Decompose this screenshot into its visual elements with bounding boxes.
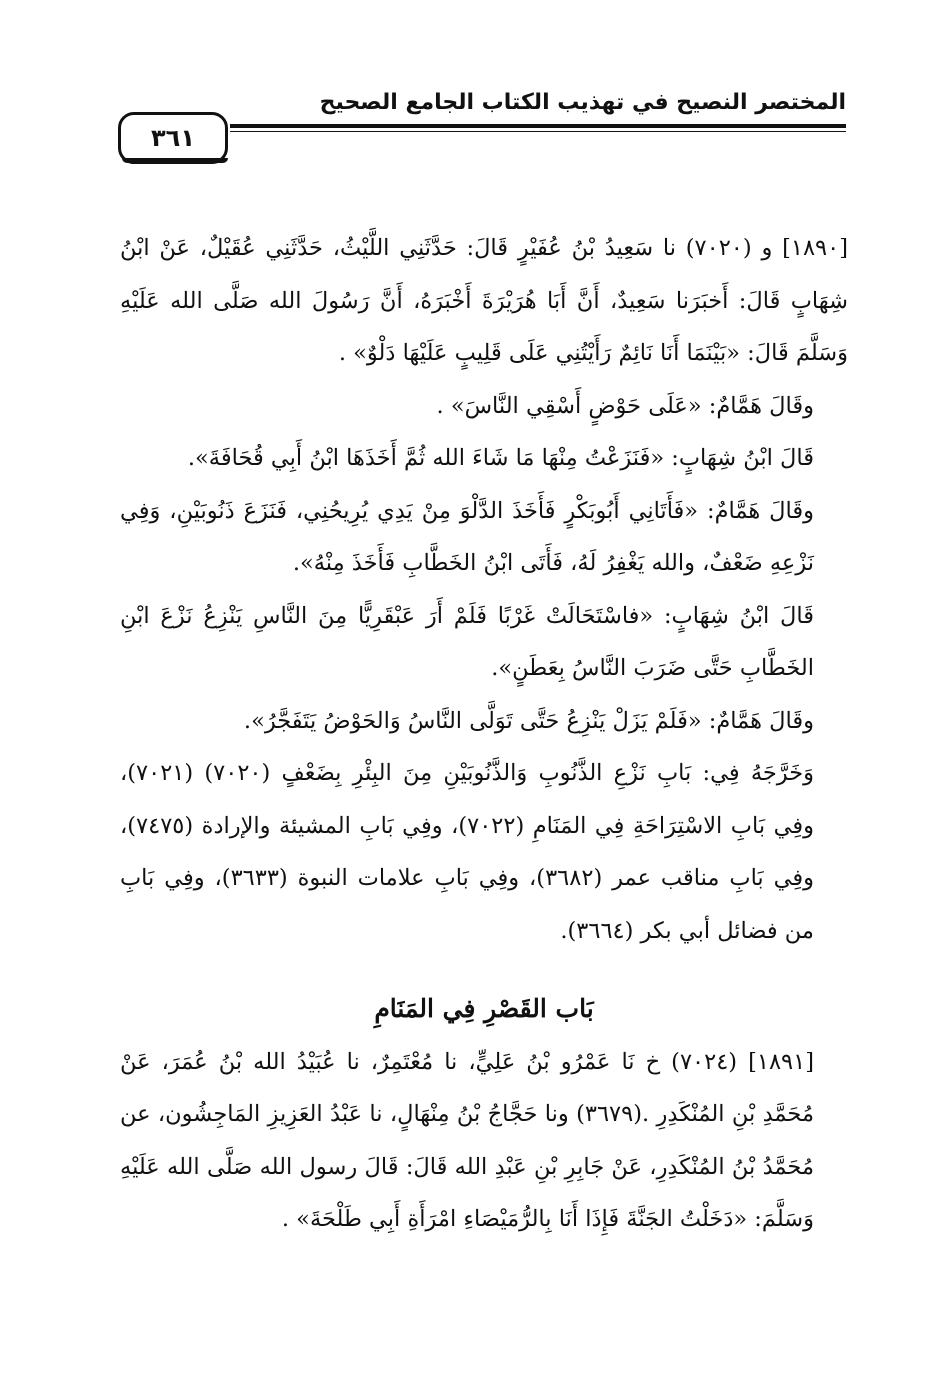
paragraph-ibn-shihab-2: قَالَ ابْنُ شِهَابٍ: «فاسْتَحَالَتْ غَرْبًا فَلَمْ أَرَ عَبْقَرِيًّا مِنَ النَّاسِ يَنْزِعُ نَزْعَ ابْنِ الخَطَّابِ حَتَّى ضَرَبَ النَّاسُ بِعَطَنٍ». — [120, 602, 814, 681]
header-rule-thick — [230, 124, 846, 128]
paragraph-ibn-shihab-1: قَالَ ابْنُ شِهَابٍ: «فَنَزَعْتُ مِنْهَا مَا شَاءَ الله ثُمَّ أَخَذَهَا ابْنُ أَبِي قُحَافَةَ». — [187, 445, 814, 471]
paragraph-hammam-2: وقَالَ هَمَّامٌ: «فَأَتَانِي أَبُوبَكْرٍ فَأَخَذَ الدَّلْوَ مِنْ يَدِي يُرِيحُنِي، فَنَزَعَ ذَنُوبَيْنِ، وَفِي نَزْعِهِ ضَعْفٌ، والله يَغْفِرُ لَهُ، فَأَتَى ابْنُ الخَطَّابِ فَأَخَذَ مِنْهُ». — [120, 497, 814, 576]
page-number-shadow — [122, 158, 228, 163]
page-content — [120, 222, 848, 1246]
paragraph-takhrij: وَخَرَّجَهُ فِي: بَابِ نَزْعِ الذَّنُوبِ وَالذَّنُوبَيْنِ مِنَ البِئْرِ بِضَعْفٍ (٧٠٢٠) (٧٠٢١)، وفِي بَابِ الاسْتِرَاحَةِ فِي المَنَامِ (٧٠٢٢)، وفِي بَابِ المشيئة والإرادة (٧٤٧٥)، وفِي بَابِ مناقب عمر (٣٦٨٢)، وفِي بَابِ علامات النبوة (٣٦٣٣)، وفِي بَابِ من فضائل أبي بكر (٣٦٦٤). — [120, 760, 814, 944]
running-header-title: المختصر النصيح في تهذيب الكتاب الجامع الصحيح — [319, 90, 846, 115]
header-rule-thin — [230, 131, 846, 132]
page-number: ٣٦١ — [118, 112, 228, 164]
paragraph-hadith-1891: [١٨٩١] (٧٠٢٤) خ نَا عَمْرُو بْنُ عَلِيٍّ، نا مُعْتَمِرٌ، نا عُبَيْدُ الله بْنُ عُمَرَ، عَنْ مُحَمَّدِ بْنِ المُنْكَدِرِ .(٣٦٧٩) ونا حَجَّاجُ بْنُ مِنْهَالٍ، نا عَبْدُ العَزِيزِ المَاجِشُون، عن مُحَمَّدُ بْنُ المُنْكَدِرِ، عَنْ جَابِرِ بْنِ عَبْدِ الله قَالَ: قَالَ رسول الله صَلَّى الله عَلَيْهِ وَسَلَّمَ: «دَخَلْتُ الجَنَّةَ فَإِذَا أَنَا بِالرُّمَيْصَاءِ امْرَأَةِ أَبِي طَلْحَةَ» . — [120, 1048, 814, 1232]
paragraph-hammam-1: وقَالَ هَمَّامٌ: «عَلَى حَوْضٍ أَسْقِي النَّاسَ» . — [436, 392, 814, 419]
paragraph-hammam-3: وقَالَ هَمَّامٌ: «فَلَمْ يَزَلْ يَنْزِعُ حَتَّى تَوَلَّى النَّاسُ وَالحَوْضُ يَتَفَجَّرُ». — [243, 707, 814, 734]
chapter-title: بَاب القَصْرِ فِي المَنَامِ — [374, 994, 594, 1023]
paragraph-hadith-1890: [١٨٩٠] و (٧٠٢٠) نا سَعِيدُ بْنُ عُفَيْرٍ قَالَ: حَدَّثَنِي اللَّيْثُ، حَدَّثَنِي عُقَيْلٌ، عَنْ ابْنُ شِهَابٍ قَالَ: أَخبَرَنا سَعِيدٌ، أَنَّ أَبَا هُرَيْرَةَ أَخْبَرَهُ، أَنَّ رَسُولَ الله صَلَّى الله عَلَيْهِ وَسَلَّمَ قَالَ: «بَيْنَمَا أَنَا نَائِمٌ رَأَيْتُنِي عَلَى قَلِيبٍ عَلَيْهَا دَلْوٌ» . — [120, 235, 848, 366]
